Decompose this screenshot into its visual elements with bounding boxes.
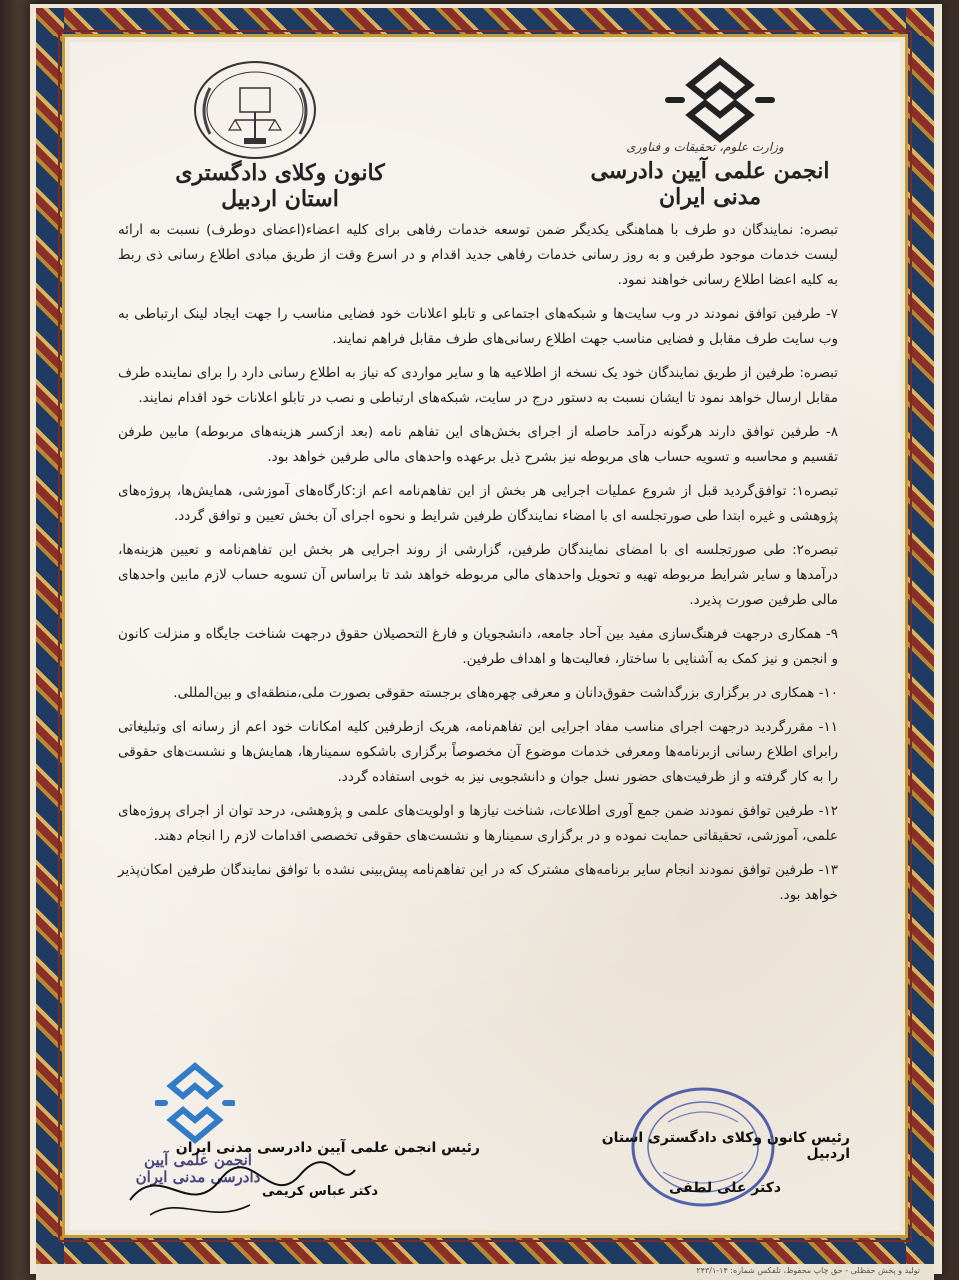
- stamp-line-2: دادرسی مدنی ایران: [135, 1168, 261, 1186]
- clause-13: ۱۳- طرفین توافق نمودند انجام سایر برنامه‌های مشترک که در این تفاهم‌نامه پیش‌بینی نشده با توافق نمایندگان طرفین امکان‌پذیر خواهد بود.: [118, 862, 838, 903]
- print-footer: تولید و پخش حقظلی - حق چاپ محفوظ، تلفکس شماره: ۱۴-۲۴۳/۱: [36, 1264, 934, 1280]
- association-stamp-logo-icon: [155, 1060, 235, 1145]
- clause-8-note-2: تبصره۲: طی صورتجلسه ای با امضای نمایندگان طرفین، گزارشی از روند اجرایی هر بخش این تفاهم‌نامه و تعیین هزینه‌ها، درآمدها و سایر شرایط مربوطه تهیه و تحویل واحدهای مالی مربوطه خواهد شد تا براساس آن تسویه حساب لازم مابین واحدهای مالی طرفین صورت پذیرد.: [118, 542, 838, 608]
- clause-9: ۹- همکاری درجهت فرهنگ‌سازی مفید بین آحاد جامعه، دانشجویان و فارغ التحصیلان حقوق درجهت شناخت جایگاه و منزلت کانون و انجمن و نیز کمک به آشنایی با ساختار، فعالیت‌ها و اهداف طرفین.: [118, 626, 838, 667]
- signatory-title-left: رئیس انجمن علمی آیین دادرسی مدنی ایران: [175, 1140, 480, 1156]
- signatory-name-right: دکتر علی لطفی: [668, 1180, 782, 1196]
- association-name: انجمن علمی آیین دادرسی مدنی ایران: [590, 158, 830, 210]
- clause-note: تبصره: نمایندگان دو طرف با هماهنگی یکدیگر ضمن توسعه خدمات رفاهی برای کلیه اعضاء(اعضای دوطرف) نسبت به ارائه لیست خدمات موجود طرفین و به روز رسانی خدمات رفاهی جدید اقدام و در اسرع وقت از طریق مبادی اطلاع رسانی ذی ربط به کلیه اعضا اطلاع رسانی خواهند نمود.: [118, 222, 838, 288]
- stamp-line-1: انجمن علمی آیین: [144, 1151, 252, 1169]
- clause-11: ۱۱- مقررگردید درجهت اجرای مناسب مفاد اجرایی این تفاهم‌نامه، هریک ازطرفین کلیه امکانات خود اعم از رسانه ای وتبلیغاتی رابرای اطلاع رسانی ازبرنامه‌ها ومعرفی خدمات موضوع آن مخصوصاً برگزاری باشکوه سمینارها، همایش‌ها و نشست‌های حقوقی را به کار گرفته و از ظرفیت‌های حضور نسل جوان و دانشجویی نیز به خوبی استفاده گردد.: [118, 719, 838, 785]
- clause-12: ۱۲- طرفین توافق نمودند ضمن جمع آوری اطلاعات، شناخت نیازها و اولویت‌های علمی و پژوهشی، درحد توان از اجرای پروژه‌های علمی، آموزشی، تحقیقاتی حمایت نموده و در برگزاری سمینارها و نشست‌های حقوقی تخصصی اقدامات لازم را انجام دهند.: [118, 803, 838, 844]
- clause-7: ۷- طرفین توافق نمودند در وب سایت‌ها و شبکه‌های اجتماعی و تابلو اعلانات خود فضایی مناسب را جهت ایجاد لینک ارتباطی به وب سایت طرف مقابل و فضایی مناسب جهت اطلاع رسانی‌های طرف مقابل فراهم نمایند.: [118, 306, 838, 347]
- association-logo-icon: [660, 55, 780, 145]
- agreement-body: [118, 218, 838, 917]
- clause-8: ۸- طرفین توافق دارند هرگونه درآمد حاصله از اجرای بخش‌های این تفاهم نامه (بعد ازکسر هزینه‌های مربوطه) مابین طرفن تقسیم و محاسبه و تسویه حساب های مربوطه نیز بشرح ذیل برعهده واحدهای مالی طرفین خواهد بود.: [118, 424, 838, 465]
- handwritten-signature-icon: [120, 1140, 360, 1230]
- clause-7-note: تبصره: طرفین از طریق نمایندگان خود یک نسخه از اطلاعیه ها و سایر مواردی که نیاز به اطلاع رسانی دارد را برای نماینده طرف مقابل ارسال خواهد نمود تا ایشان نسبت به دستور درج در سایت، شبکه‌های ارتباطی و نصب در تابلو اعلانات خود اقدام نمایند.: [118, 365, 838, 406]
- clause-10: ۱۰- همکاری در برگزاری بزرگداشت حقوق‌دانان و معرفی چهره‌های برجسته حقوقی بصورت ملی،منطقه‌ای و بین‌المللی.: [173, 685, 838, 701]
- clause-8-note-1: تبصره۱: توافق‌گردید قبل از شروع عملیات اجرایی هر بخش از این تفاهم‌نامه اعم از:کارگاه‌های آموزشی، همایش‌ها، پروژه‌های پژوهشی و غیره ابتدا طی صورتجلسه ای با امضاء نمایندگان طرفین شرایط و نحوه اجرای آن بخش تعیین و توافق گردد.: [118, 483, 838, 524]
- bar-association-name: کانون وکلای دادگستری استان اردبیل: [175, 160, 385, 212]
- signatory-title-right: رئیس کانون وکلای دادگستری استان اردبیل: [601, 1130, 850, 1162]
- signatory-name-left: دکتر عباس کریمی: [261, 1184, 379, 1199]
- ministry-name: وزارت علوم، تحقیقات و فناوری: [626, 140, 784, 154]
- bar-association-emblem-icon: [180, 58, 330, 163]
